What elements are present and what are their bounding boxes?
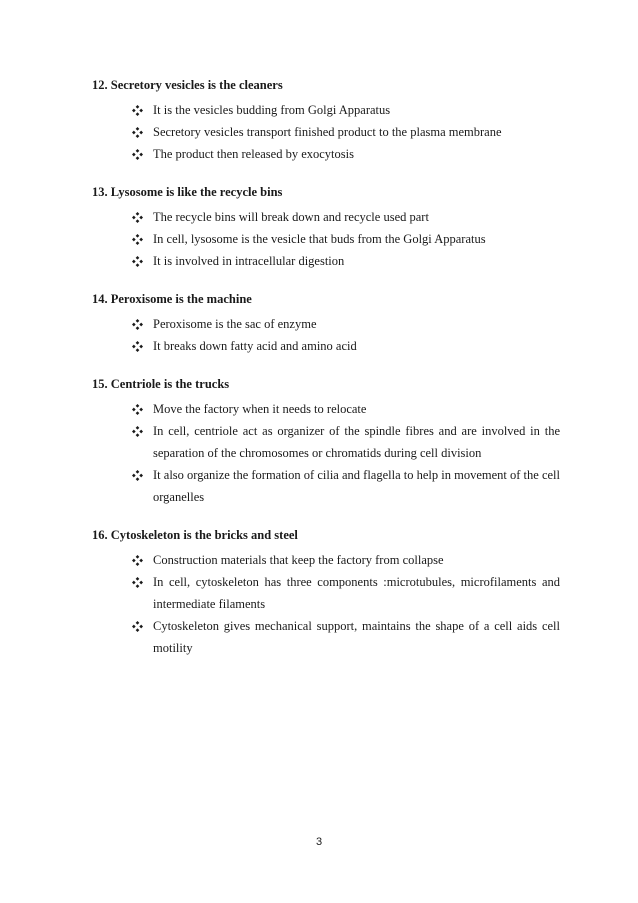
four-diamond-bullet-icon [132,105,143,116]
bullet-list [92,99,560,165]
bullet-text: Peroxisome is the sac of enzyme [153,317,317,331]
bullet-list [92,549,560,659]
four-diamond-bullet-icon [132,577,143,588]
bullet-list [92,398,560,508]
bullet-text: Secretory vesicles transport finished product to the plasma membrane [153,125,502,139]
four-diamond-bullet-icon [132,470,143,481]
bullet-text: In cell, cytoskeleton has three components :microtubules, microfilaments and intermediate filaments [153,575,560,611]
four-diamond-bullet-icon [132,426,143,437]
bullet-list [92,313,560,357]
bullet-text: Cytoskeleton gives mechanical support, maintains the shape of a cell aids cell motility [153,619,560,655]
section-secretory-vesicles [92,77,560,165]
bullet-text: In cell, lysosome is the vesicle that buds from the Golgi Apparatus [153,232,486,246]
four-diamond-bullet-icon [132,621,143,632]
four-diamond-bullet-icon [132,341,143,352]
bullet-item [92,549,560,571]
page-number: 3 [315,836,323,848]
four-diamond-bullet-icon [132,256,143,267]
four-diamond-bullet-icon [132,319,143,330]
bullet-item [92,313,560,335]
bullet-list [92,206,560,272]
bullet-item [92,615,560,659]
bullet-text: It is the vesicles budding from Golgi Apparatus [153,103,391,117]
section-heading: 15. Centriole is the trucks [92,377,230,391]
bullet-text: Construction materials that keep the factory from collapse [153,553,444,567]
bullet-item [92,143,560,165]
section-heading: 12. Secretory vesicles is the cleaners [92,78,283,92]
four-diamond-bullet-icon [132,127,143,138]
bullet-item [92,420,560,464]
section-peroxisome [92,291,560,357]
bullet-item [92,335,560,357]
four-diamond-bullet-icon [132,234,143,245]
section-heading: 14. Peroxisome is the machine [92,292,252,306]
bullet-item [92,228,560,250]
bullet-item [92,464,560,508]
four-diamond-bullet-icon [132,212,143,223]
bullet-item [92,121,560,143]
section-heading: 13. Lysosome is like the recycle bins [92,185,283,199]
section-centriole [92,376,560,508]
bullet-item [92,99,560,121]
bullet-text: It is involved in intracellular digestion [153,254,345,268]
bullet-item [92,250,560,272]
four-diamond-bullet-icon [132,404,143,415]
four-diamond-bullet-icon [132,555,143,566]
bullet-item [92,206,560,228]
section-lysosome [92,184,560,272]
bullet-text: The recycle bins will break down and recycle used part [153,210,429,224]
bullet-text: In cell, centriole act as organizer of the spindle fibres and are involved in the separation of the chromosomes or chromatids during cell division [153,424,560,460]
bullet-text: Move the factory when it needs to relocate [153,402,367,416]
bullet-text: It breaks down fatty acid and amino acid [153,339,357,353]
four-diamond-bullet-icon [132,149,143,160]
bullet-item [92,398,560,420]
section-cytoskeleton [92,527,560,659]
bullet-text: The product then released by exocytosis [153,147,354,161]
bullet-item [92,571,560,615]
section-heading: 16. Cytoskeleton is the bricks and steel [92,528,298,542]
page-content [92,77,560,678]
bullet-text: It also organize the formation of cilia and flagella to help in movement of the cell organelles [153,468,560,504]
